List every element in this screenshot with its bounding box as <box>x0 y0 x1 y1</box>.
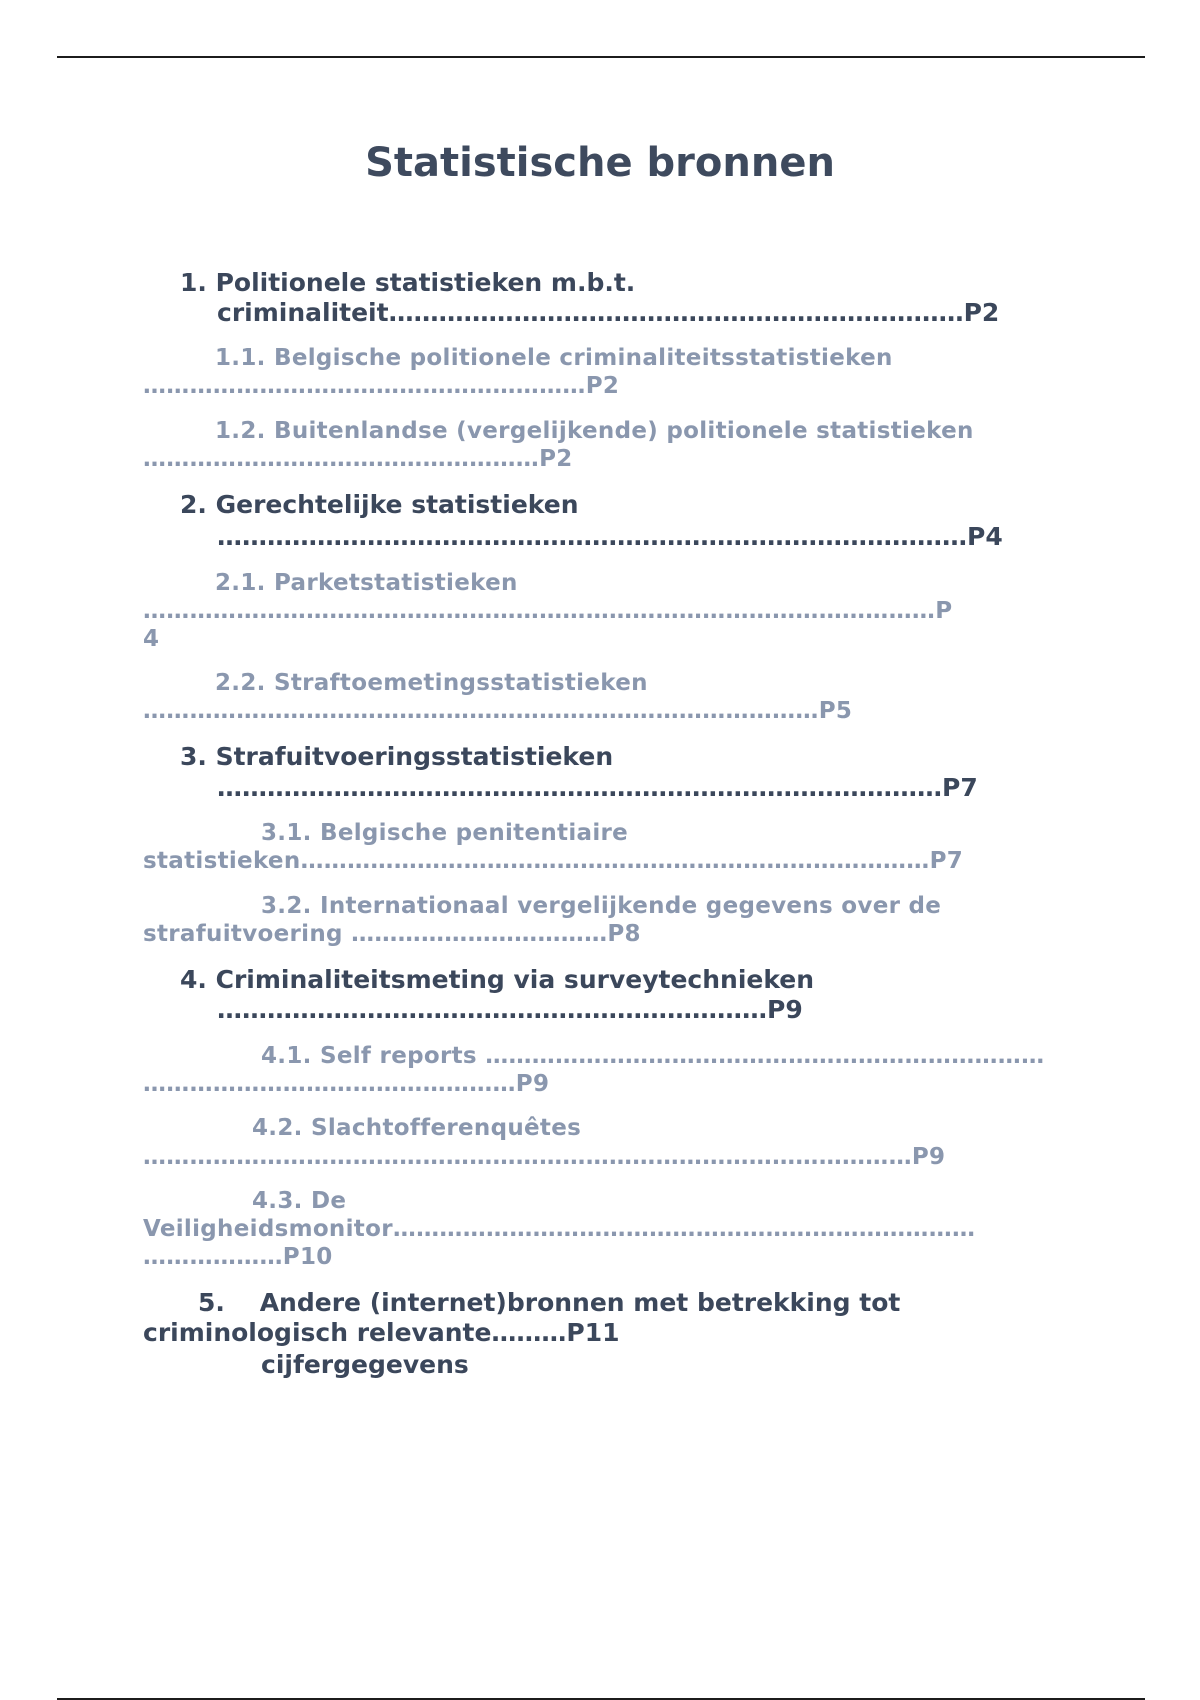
toc-entry-3-1-leader: statistieken………………………………………………………………………P7 <box>143 848 964 874</box>
toc-entry-4-3-page: ………………P10 <box>143 1244 333 1270</box>
toc-entry-3-1-heading: 3.1. Belgische penitentiaire <box>261 820 629 846</box>
toc-entry-1-2-heading: 1.2. Buitenlandse (vergelijkende) politionele statistieken <box>215 418 974 444</box>
toc-entry-2-2-leader: ……………………………………………………………………………P5 <box>143 698 853 724</box>
toc-entry-5-heading: 5. Andere (internet)bronnen met betrekking tot <box>198 1288 901 1317</box>
toc-entry-3-heading: 3. Strafuitvoeringsstatistieken <box>180 742 614 771</box>
toc-entry-1-leader: criminaliteit……………………………………………………………P2 <box>217 298 1000 327</box>
toc-entry-4-1-leader: …………………………………………P9 <box>143 1071 550 1097</box>
toc-entry-1-1-leader: …………………………………………………P2 <box>143 373 620 399</box>
toc-entry-4-heading: 4. Criminaliteitsmeting via surveytechnieken <box>180 965 815 994</box>
toc-entry-4-2-heading: 4.2. Slachtofferenquêtes <box>252 1115 582 1141</box>
toc-entry-1-1-heading: 1.1. Belgische politionele criminaliteitsstatistieken <box>215 345 893 371</box>
toc-entry-4-3-leader: Veiligheidsmonitor………………………………………………………………… <box>143 1216 976 1242</box>
toc-entry-3-leader: ……………………………………………………………………………P7 <box>217 773 978 802</box>
toc-entry-2-2-heading: 2.2. Straftoemetingsstatistieken <box>215 670 648 696</box>
toc-entry-4-1-heading: 4.1. Self reports ……………………………………………………………… <box>261 1043 1045 1069</box>
toc-entry-5-continuation: cijfergegevens <box>261 1350 469 1379</box>
page-title: Statistische bronnen <box>365 140 835 186</box>
toc-entry-1-2-leader: ……………………………………………P2 <box>143 446 573 472</box>
top-rule <box>57 56 1145 58</box>
toc-entry-4-2-leader: ………………………………………………………………………………………P9 <box>143 1144 946 1170</box>
toc-entry-1-heading: 1. Politionele statistieken m.b.t. <box>180 268 636 297</box>
toc-entry-2-1-leader: …………………………………………………………………………………………P <box>143 598 953 624</box>
toc-entry-2-heading: 2. Gerechtelijke statistieken <box>180 490 579 519</box>
toc-entry-4-3-heading: 4.3. De <box>252 1188 347 1214</box>
toc-entry-3-2-leader: strafuitvoering ……………………………P8 <box>143 921 641 947</box>
toc-entry-2-1-heading: 2.1. Parketstatistieken <box>215 570 518 596</box>
toc-entry-3-2-heading: 3.2. Internationaal vergelijkende gegevens over de <box>261 893 942 919</box>
toc-entry-4-leader: …………………………………………………………P9 <box>217 995 803 1024</box>
toc-entry-5-leader: criminologisch relevante………P11 <box>143 1318 620 1347</box>
toc-entry-2-leader: ………………………………………………………………………………P4 <box>217 522 1003 551</box>
toc-entry-2-1-page: 4 <box>143 626 160 652</box>
